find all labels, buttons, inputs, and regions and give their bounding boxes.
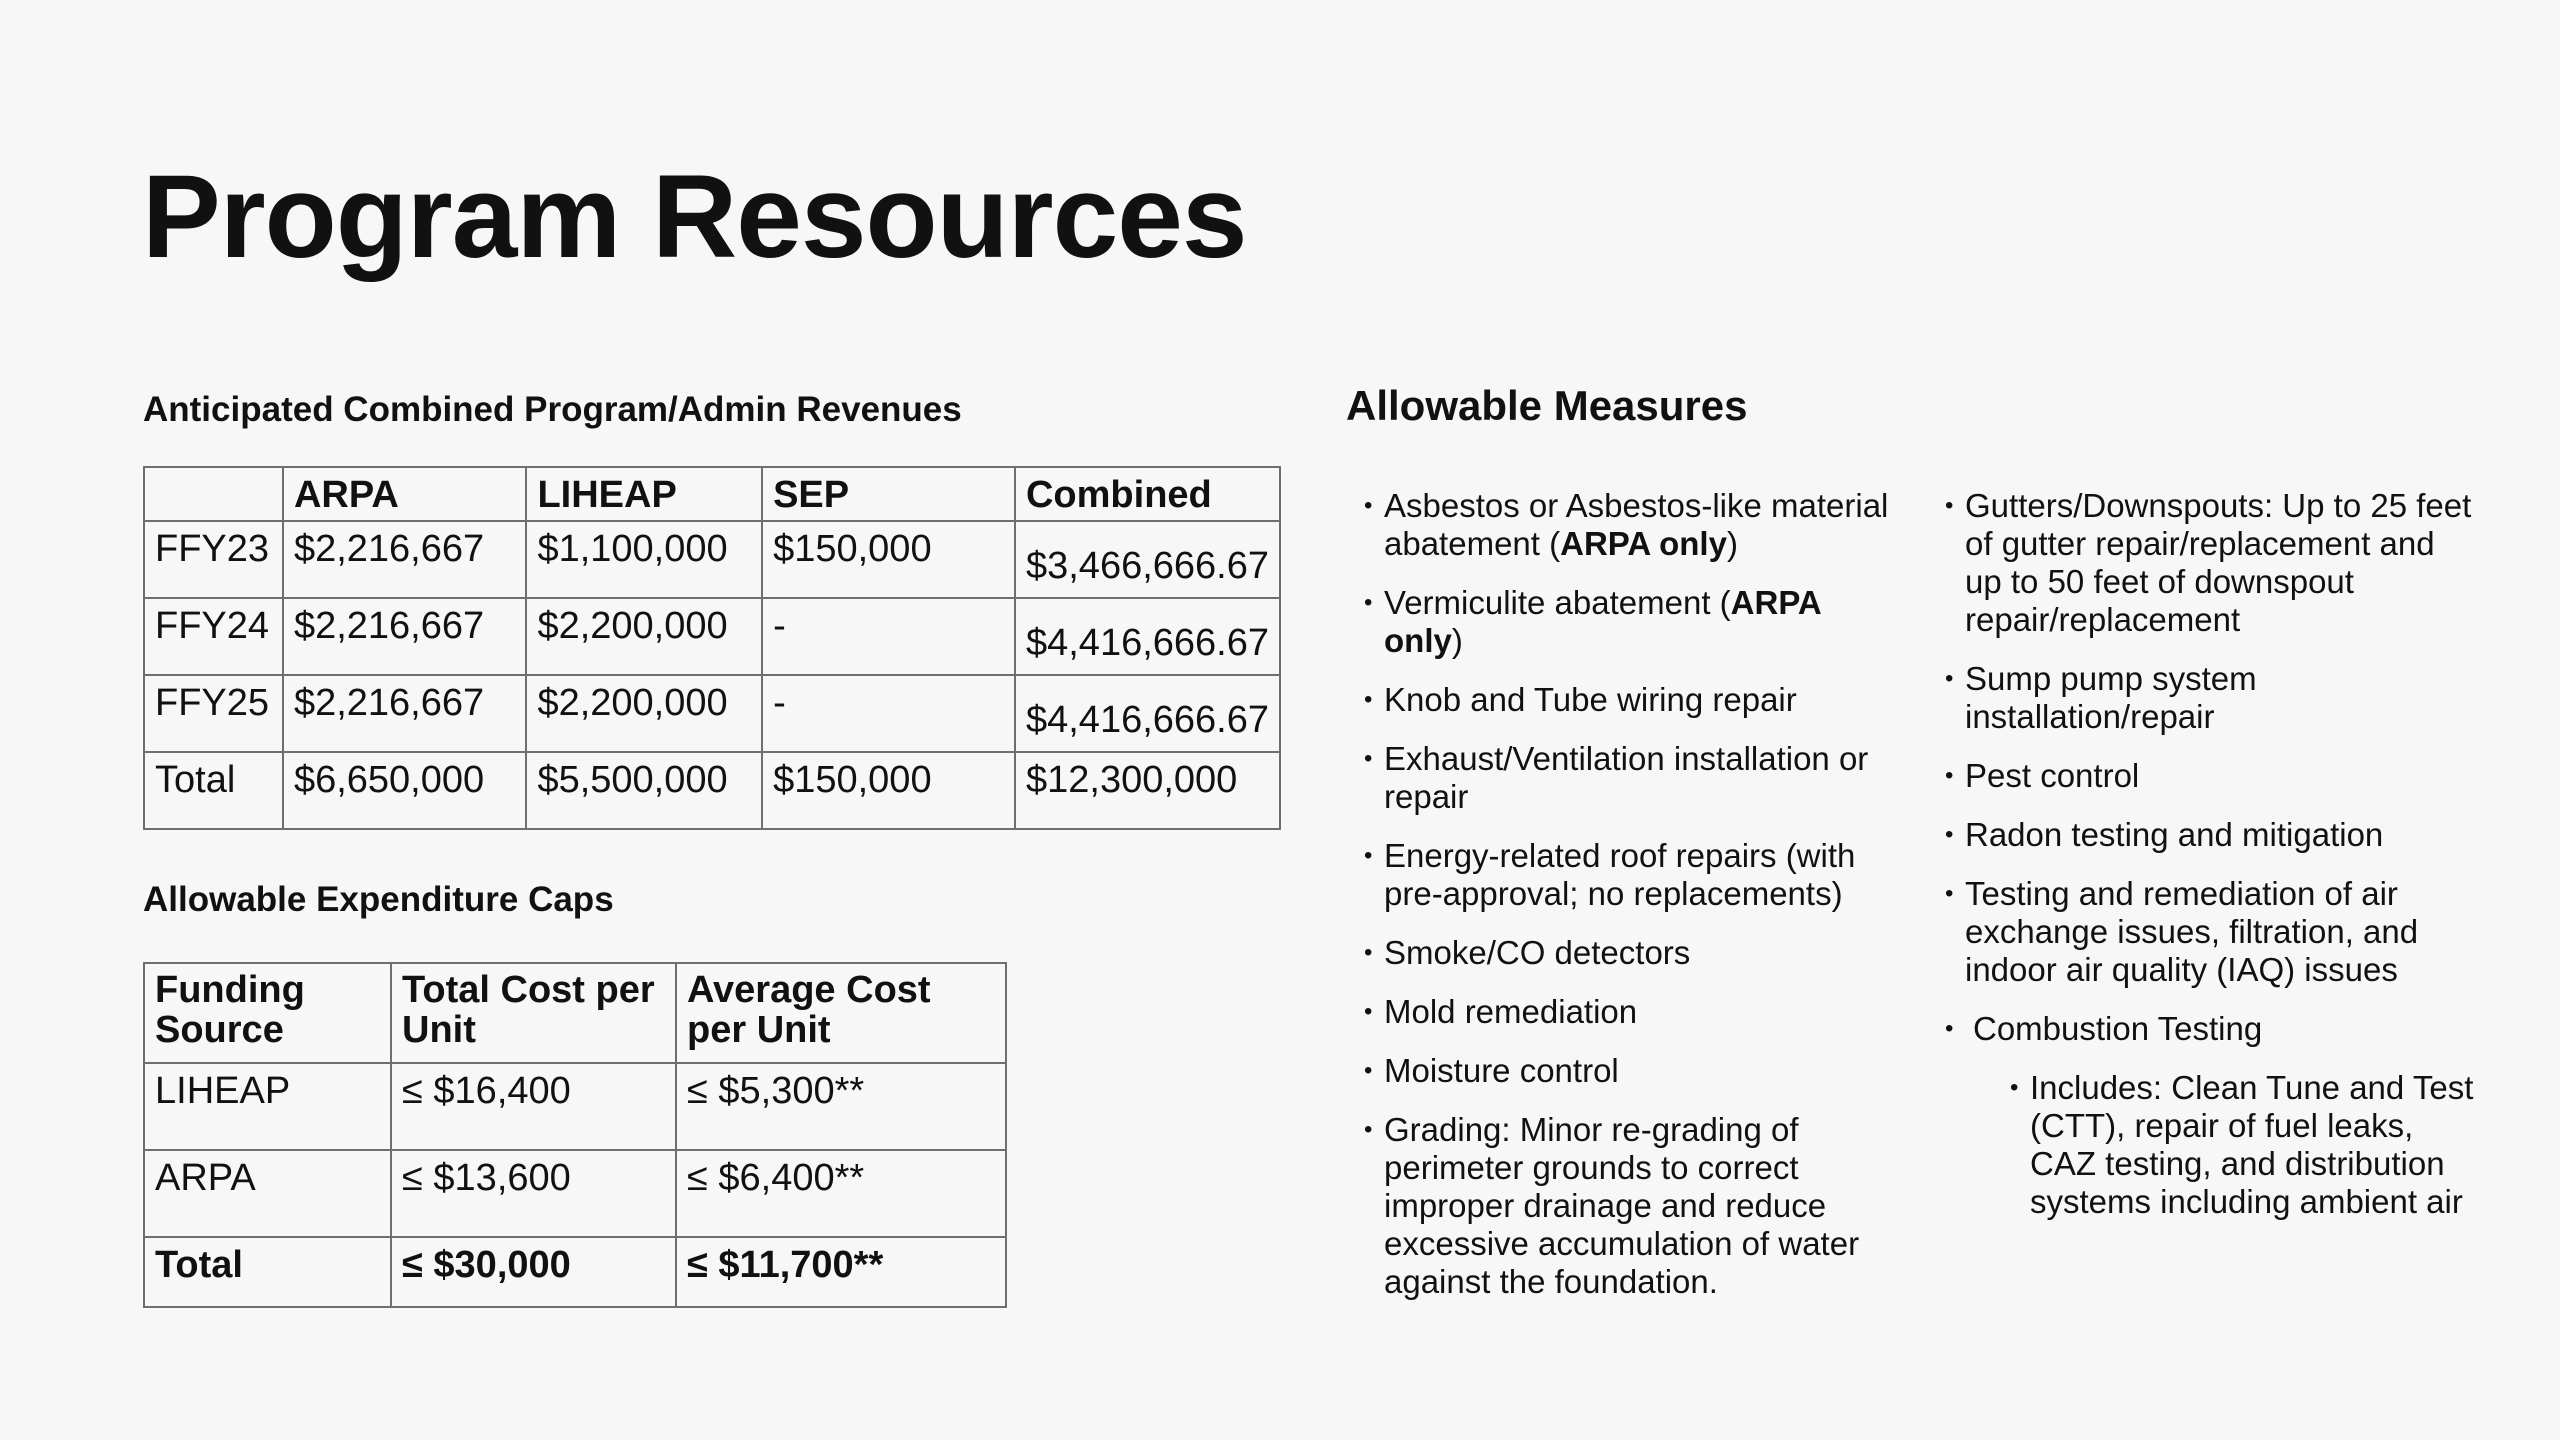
column-header: Total Cost per Unit — [391, 963, 676, 1063]
list-item — [1364, 584, 1904, 660]
table-row — [144, 675, 1280, 752]
table-row — [144, 521, 1280, 598]
table-cell: $3,466,666.67 — [1015, 521, 1280, 598]
table-cell: ≤ $6,400** — [676, 1150, 1006, 1237]
list-item: • Testing and remediation of air exchange issues, filtration, and indoor air quality (IAQ) issues — [1945, 875, 2475, 989]
table-cell: LIHEAP — [144, 1063, 391, 1150]
list-item: • Exhaust/Ventilation installation or repair — [1364, 740, 1904, 816]
column-header: Average Cost per Unit — [676, 963, 1006, 1063]
list-item: • Combustion Testing — [1945, 1010, 2475, 1048]
list-item: • Moisture control — [1364, 1052, 1904, 1090]
table-cell: ≤ $16,400 — [391, 1063, 676, 1150]
table-row — [144, 1150, 1006, 1237]
table-cell: ≤ $5,300** — [676, 1063, 1006, 1150]
table-cell: $2,200,000 — [526, 598, 762, 675]
table-cell: FFY25 — [144, 675, 283, 752]
measures-heading: Allowable Measures — [1346, 382, 1748, 429]
table-cell: $150,000 — [762, 521, 1015, 598]
list-item: • Grading: Minor re-grading of perimeter grounds to correct improper drainage and reduce excessive accumulation of water against the foundation. — [1364, 1111, 1904, 1301]
table-row — [144, 1063, 1006, 1150]
table-cell: $2,200,000 — [526, 675, 762, 752]
caps-table — [143, 962, 1007, 1308]
list-item: • Knob and Tube wiring repair — [1364, 681, 1904, 719]
caps-heading: Allowable Expenditure Caps — [143, 880, 614, 919]
table-cell: $2,216,667 — [283, 675, 527, 752]
table-row — [144, 598, 1280, 675]
item-text: Vermiculite abatement ( — [1384, 584, 1731, 621]
revenues-table — [143, 466, 1281, 830]
list-item: • Pest control — [1945, 757, 2475, 795]
table-cell: - — [762, 598, 1015, 675]
table-cell: $4,416,666.67 — [1015, 598, 1280, 675]
table-cell: $1,100,000 — [526, 521, 762, 598]
table-cell: $12,300,000 — [1015, 752, 1280, 829]
column-header: SEP — [762, 467, 1015, 521]
list-item: • Smoke/CO detectors — [1364, 934, 1904, 972]
table-cell: $4,416,666.67 — [1015, 675, 1280, 752]
list-item: • Mold remediation — [1364, 993, 1904, 1031]
table-cell: ≤ $11,700** — [676, 1237, 1006, 1307]
table-cell: - — [762, 675, 1015, 752]
item-bold: ARPA only — [1384, 584, 1821, 659]
list-item: • Radon testing and mitigation — [1945, 816, 2475, 854]
table-header-row — [144, 467, 1280, 521]
item-text: ) — [1726, 525, 1738, 562]
measures-list-right — [1945, 487, 2475, 1242]
list-item: • Sump pump system installation/repair — [1945, 660, 2475, 736]
item-bold: ARPA only — [1560, 525, 1727, 562]
table-cell: $150,000 — [762, 752, 1015, 829]
table-header-row — [144, 963, 1006, 1063]
table-row-total — [144, 1237, 1006, 1307]
column-header: LIHEAP — [526, 467, 762, 521]
table-cell: Total — [144, 752, 283, 829]
table-cell: ≤ $30,000 — [391, 1237, 676, 1307]
table-row-total — [144, 752, 1280, 829]
table-cell: ARPA — [144, 1150, 391, 1237]
column-header: ARPA — [283, 467, 527, 521]
sub-list-item: • Includes: Clean Tune and Test (CTT), repair of fuel leaks, CAZ testing, and distribution systems including ambient air — [2010, 1069, 2475, 1221]
column-header: Funding Source — [144, 963, 391, 1063]
list-item: • Gutters/Downspouts: Up to 25 feet of gutter repair/replacement and up to 50 feet of downspout repair/replacement — [1945, 487, 2475, 639]
table-cell: $2,216,667 — [283, 521, 527, 598]
list-item: • Energy-related roof repairs (with pre-approval; no replacements) — [1364, 837, 1904, 913]
column-header: Combined — [1015, 467, 1280, 521]
page-title: Program Resources — [142, 151, 1247, 283]
measures-list-left — [1364, 487, 1904, 1322]
table-cell: $2,216,667 — [283, 598, 527, 675]
item-text: Asbestos or Asbestos-like material abatement ( — [1384, 487, 1889, 562]
table-cell: $6,650,000 — [283, 752, 527, 829]
column-header — [144, 467, 283, 521]
table-cell: ≤ $13,600 — [391, 1150, 676, 1237]
table-cell: FFY23 — [144, 521, 283, 598]
list-item — [1364, 487, 1904, 563]
revenues-heading: Anticipated Combined Program/Admin Revenues — [143, 390, 962, 429]
item-text: ) — [1451, 622, 1463, 659]
table-cell: Total — [144, 1237, 391, 1307]
table-cell: $5,500,000 — [526, 752, 762, 829]
table-cell: FFY24 — [144, 598, 283, 675]
